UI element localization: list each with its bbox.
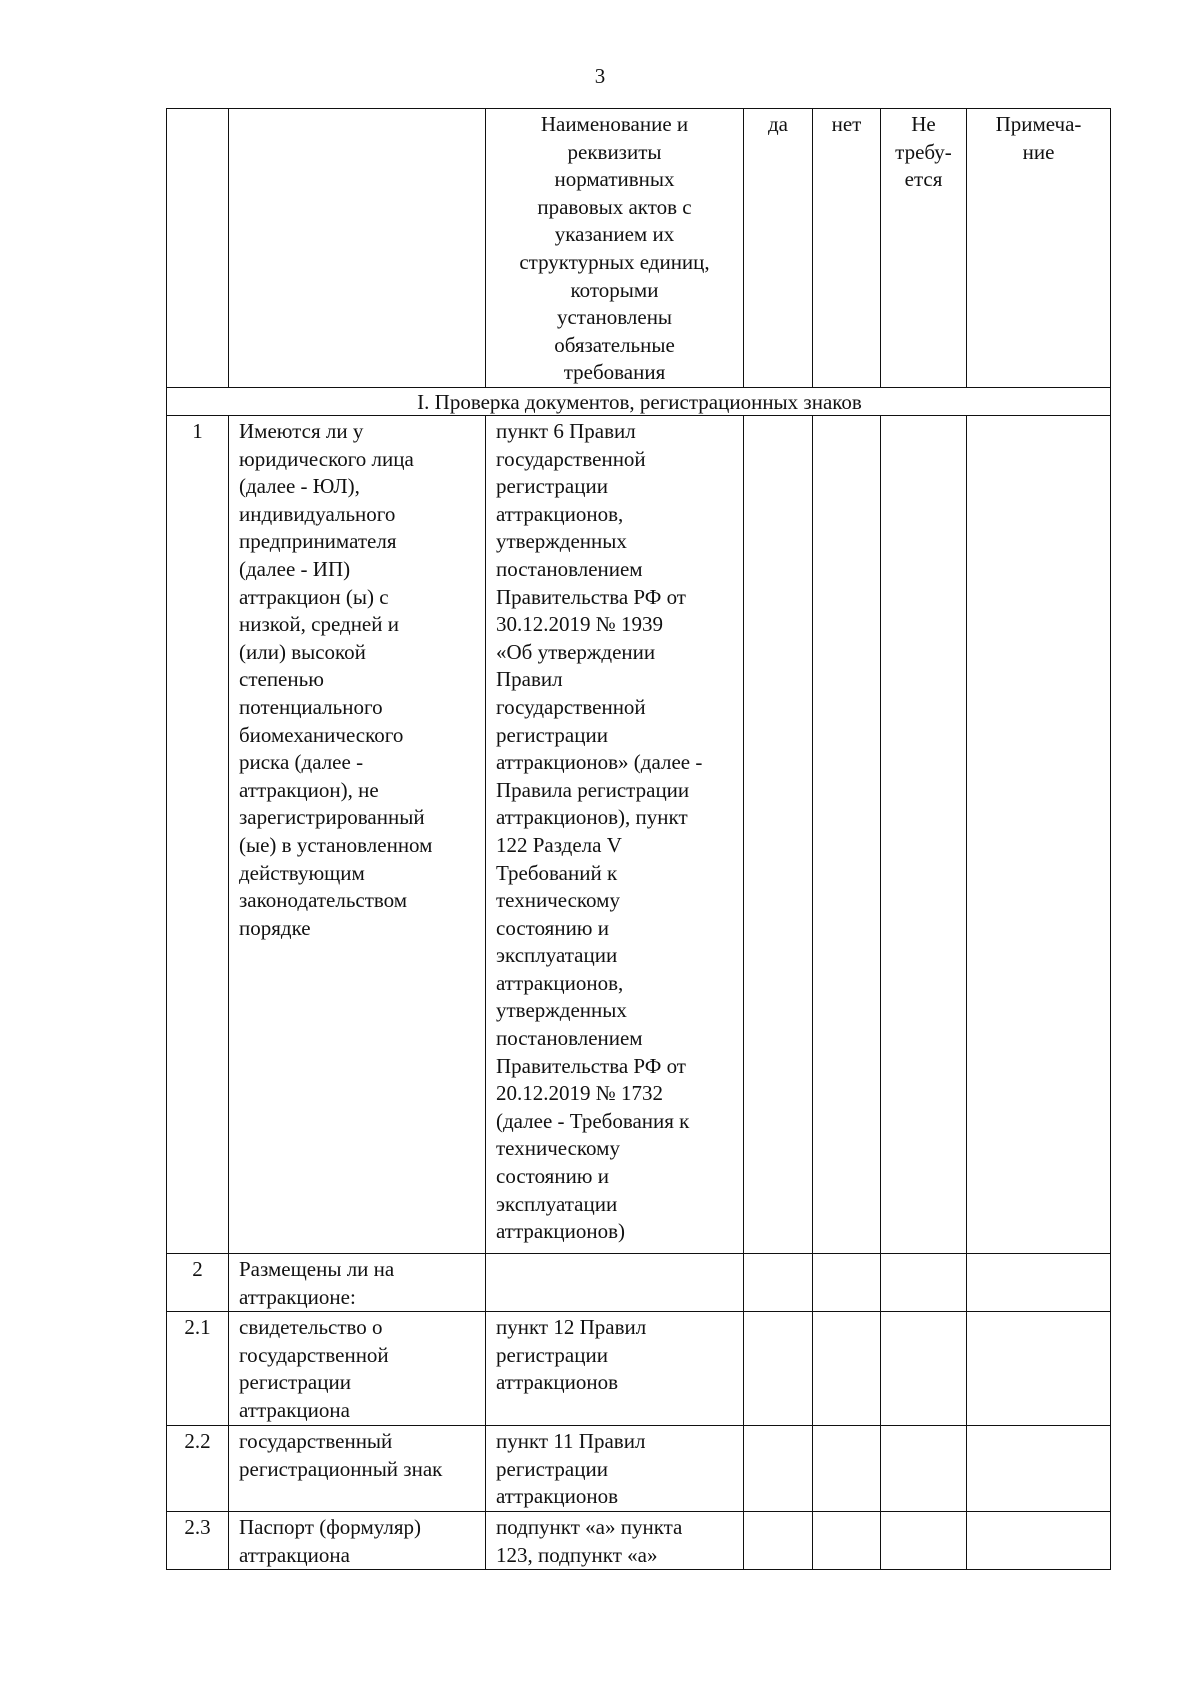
row-not-required-cell — [881, 1254, 967, 1312]
row-note-cell — [967, 1426, 1111, 1512]
row-yes-cell — [744, 1512, 813, 1570]
row-yes-cell — [744, 1254, 813, 1312]
row-num: 2.3 — [167, 1512, 229, 1570]
row-num: 2.1 — [167, 1312, 229, 1426]
table-row — [167, 416, 1111, 1254]
row-question: государственный регистрационный знак — [229, 1426, 486, 1512]
section-title: I. Проверка документов, регистрационных знаков — [167, 388, 1111, 416]
header-note: Примеча- ние — [967, 109, 1111, 388]
row-question: Имеются ли у юридического лица (далее - ЮЛ), индивидуального предпринимателя (далее - ИП) аттракцион (ы) с низкой, средней и (или) высокой степенью потенциального биомеханического риска (далее - аттракцион), не зарегистрированный (ые) в установленном действующим законодательством порядке — [229, 416, 486, 1254]
row-not-required-cell — [881, 1512, 967, 1570]
row-note-cell — [967, 1512, 1111, 1570]
header-question — [229, 109, 486, 388]
checklist-table — [166, 108, 1111, 1570]
page-number: 3 — [594, 64, 606, 88]
header-norm: Наименование и реквизиты нормативных правовых актов с указанием их структурных единиц, которыми установлены обязательные требования — [486, 109, 744, 388]
row-note-cell — [967, 416, 1111, 1254]
row-question: Размещены ли на аттракционе: — [229, 1254, 486, 1312]
header-num — [167, 109, 229, 388]
row-no-cell — [813, 1426, 881, 1512]
row-note-cell — [967, 1254, 1111, 1312]
table-row — [167, 1312, 1111, 1426]
row-note-cell — [967, 1312, 1111, 1426]
header-no: нет — [813, 109, 881, 388]
row-norm: пункт 12 Правил регистрации аттракционов — [486, 1312, 744, 1426]
row-num: 2.2 — [167, 1426, 229, 1512]
row-not-required-cell — [881, 416, 967, 1254]
row-no-cell — [813, 1512, 881, 1570]
row-norm: пункт 6 Правил государственной регистрации аттракционов, утвержденных постановлением Правительства РФ от 30.12.2019 № 1939 «Об утверждении Правил государственной регистрации аттракционов» (далее - Правила регистрации аттракционов), пункт 122 Раздела V Требований к техническому состоянию и эксплуатации аттракционов, утвержденных постановлением Правительства РФ от 20.12.2019 № 1732 (далее - Требования к техническому состоянию и эксплуатации аттракционов) — [486, 416, 744, 1254]
header-not-required: Не требу- ется — [881, 109, 967, 388]
table-row — [167, 1254, 1111, 1312]
row-no-cell — [813, 416, 881, 1254]
row-norm: подпункт «а» пункта 123, подпункт «а» — [486, 1512, 744, 1570]
row-question: свидетельство о государственной регистрации аттракциона — [229, 1312, 486, 1426]
row-not-required-cell — [881, 1312, 967, 1426]
row-norm: пункт 11 Правил регистрации аттракционов — [486, 1426, 744, 1512]
row-not-required-cell — [881, 1426, 967, 1512]
table-row — [167, 1426, 1111, 1512]
header-yes: да — [744, 109, 813, 388]
section-row — [167, 388, 1111, 416]
row-no-cell — [813, 1312, 881, 1426]
row-question: Паспорт (формуляр) аттракциона — [229, 1512, 486, 1570]
row-norm — [486, 1254, 744, 1312]
row-yes-cell — [744, 416, 813, 1254]
row-num: 1 — [167, 416, 229, 1254]
row-num: 2 — [167, 1254, 229, 1312]
row-yes-cell — [744, 1426, 813, 1512]
header-row — [167, 109, 1111, 388]
row-no-cell — [813, 1254, 881, 1312]
table-row — [167, 1512, 1111, 1570]
row-yes-cell — [744, 1312, 813, 1426]
